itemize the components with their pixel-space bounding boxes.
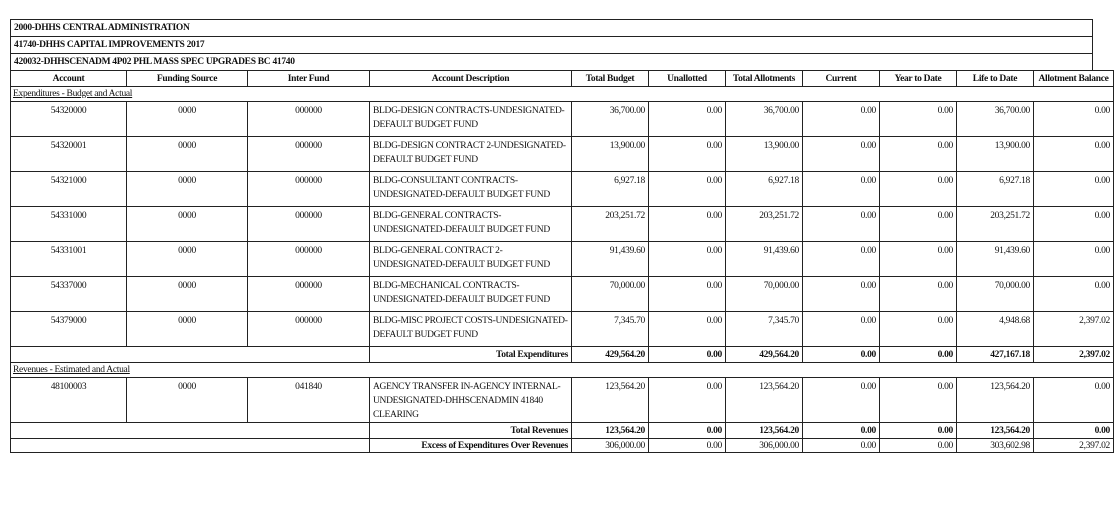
amount-cell: 0.00 [880,172,957,207]
funding-source-cell: 0000 [127,277,248,312]
amount-cell: 91,439.60 [726,242,803,277]
section-label: Revenues - Estimated and Actual [11,363,572,378]
total-row [11,423,1114,439]
amount-cell: 4,948.68 [957,312,1034,347]
funding-source-cell: 0000 [127,207,248,242]
total-amount-cell: 2,397.02 [1034,347,1114,363]
table-row [11,207,1114,242]
amount-cell: 2,397.02 [1034,312,1114,347]
description-cell: BLDG-GENERAL CONTRACT 2-UNDESIGNATED-DEFAULT BUDGET FUND [370,242,572,277]
amount-cell: 0.00 [1034,207,1114,242]
section-label: Expenditures - Budget and Actual [11,87,572,102]
amount-cell: 0.00 [649,207,726,242]
amount-cell: 203,251.72 [957,207,1034,242]
amount-cell: 6,927.18 [957,172,1034,207]
account-cell: 54331001 [11,242,127,277]
budget-table [10,70,1114,453]
total-amount-cell: 303,602.98 [957,439,1034,453]
amount-cell: 70,000.00 [572,277,649,312]
total-amount-cell: 0.00 [1034,423,1114,439]
budget-report [10,19,1110,453]
funding-source-cell: 0000 [127,137,248,172]
amount-cell: 0.00 [1034,277,1114,312]
total-amount-cell: 123,564.20 [726,423,803,439]
section-spacer [572,363,1114,378]
col-header: Inter Fund [248,71,370,87]
account-cell: 48100003 [11,378,127,423]
amount-cell: 123,564.20 [957,378,1034,423]
amount-cell: 0.00 [803,207,880,242]
description-cell: BLDG-CONSULTANT CONTRACTS-UNDESIGNATED-DEFAULT BUDGET FUND [370,172,572,207]
total-amount-cell: 0.00 [880,439,957,453]
amount-cell: 0.00 [880,277,957,312]
description-cell: BLDG-GENERAL CONTRACTS-UNDESIGNATED-DEFAULT BUDGET FUND [370,207,572,242]
table-row [11,312,1114,347]
total-amount-cell: 0.00 [649,423,726,439]
account-cell: 54331000 [11,207,127,242]
col-header: Total Budget [572,71,649,87]
amount-cell: 36,700.00 [957,102,1034,137]
amount-cell: 0.00 [649,102,726,137]
amount-cell: 0.00 [1034,172,1114,207]
amount-cell: 0.00 [649,312,726,347]
description-cell: BLDG-DESIGN CONTRACTS-UNDESIGNATED-DEFAULT BUDGET FUND [370,102,572,137]
amount-cell: 0.00 [880,378,957,423]
table-row [11,277,1114,312]
amount-cell: 0.00 [649,242,726,277]
amount-cell: 0.00 [803,102,880,137]
section-header-row [11,363,1114,378]
description-cell: AGENCY TRANSFER IN-AGENCY INTERNAL-UNDESIGNATED-DHHSCENADMIN 41840 CLEARING [370,378,572,423]
amount-cell: 0.00 [1034,137,1114,172]
inter-fund-cell: 000000 [248,172,370,207]
col-header: Unallotted [649,71,726,87]
total-row [11,439,1114,453]
col-header: Total Allotments [726,71,803,87]
amount-cell: 36,700.00 [572,102,649,137]
total-amount-cell: 0.00 [649,439,726,453]
col-header: Life to Date [957,71,1034,87]
amount-cell: 0.00 [880,242,957,277]
inter-fund-cell: 000000 [248,242,370,277]
amount-cell: 6,927.18 [726,172,803,207]
table-row [11,378,1114,423]
amount-cell: 123,564.20 [726,378,803,423]
amount-cell: 0.00 [803,242,880,277]
amount-cell: 0.00 [880,207,957,242]
total-amount-cell: 0.00 [803,439,880,453]
total-amount-cell: 0.00 [649,347,726,363]
account-cell: 54320000 [11,102,127,137]
total-amount-cell: 306,000.00 [572,439,649,453]
amount-cell: 0.00 [649,172,726,207]
funding-source-cell: 0000 [127,102,248,137]
amount-cell: 6,927.18 [572,172,649,207]
col-header: Current [803,71,880,87]
account-cell: 54320001 [11,137,127,172]
total-spacer [11,347,370,363]
fund-title: 41740-DHHS CAPITAL IMPROVEMENTS 2017 [10,36,1093,53]
amount-cell: 91,439.60 [572,242,649,277]
funding-source-cell: 0000 [127,312,248,347]
account-cell: 54379000 [11,312,127,347]
total-amount-cell: 0.00 [880,347,957,363]
department-title: 2000-DHHS CENTRAL ADMINISTRATION [10,19,1093,36]
table-row [11,137,1114,172]
description-cell: BLDG-MISC PROJECT COSTS-UNDESIGNATED-DEFAULT BUDGET FUND [370,312,572,347]
amount-cell: 0.00 [1034,378,1114,423]
total-amount-cell: 429,564.20 [726,347,803,363]
amount-cell: 7,345.70 [572,312,649,347]
amount-cell: 13,900.00 [726,137,803,172]
amount-cell: 13,900.00 [957,137,1034,172]
section-spacer [572,87,1114,102]
amount-cell: 0.00 [803,312,880,347]
funding-source-cell: 0000 [127,242,248,277]
project-title: 420032-DHHSCENADM 4P02 PHL MASS SPEC UPGRADES BC 41740 [10,53,1093,70]
amount-cell: 123,564.20 [572,378,649,423]
account-cell: 54337000 [11,277,127,312]
total-spacer [11,423,370,439]
inter-fund-cell: 000000 [248,102,370,137]
total-amount-cell: 427,167.18 [957,347,1034,363]
total-label: Total Expenditures [370,347,572,363]
total-spacer [11,439,370,453]
funding-source-cell: 0000 [127,378,248,423]
amount-cell: 0.00 [649,137,726,172]
inter-fund-cell: 000000 [248,277,370,312]
amount-cell: 0.00 [1034,242,1114,277]
total-amount-cell: 123,564.20 [572,423,649,439]
funding-source-cell: 0000 [127,172,248,207]
column-header-row [11,71,1114,87]
section-header-row [11,87,1114,102]
amount-cell: 36,700.00 [726,102,803,137]
amount-cell: 13,900.00 [572,137,649,172]
total-label: Excess of Expenditures Over Revenues [370,439,572,453]
amount-cell: 7,345.70 [726,312,803,347]
col-header: Year to Date [880,71,957,87]
table-row [11,242,1114,277]
col-header: Allotment Balance [1034,71,1114,87]
description-cell: BLDG-DESIGN CONTRACT 2-UNDESIGNATED-DEFAULT BUDGET FUND [370,137,572,172]
amount-cell: 0.00 [880,312,957,347]
total-row [11,347,1114,363]
amount-cell: 70,000.00 [726,277,803,312]
total-amount-cell: 2,397.02 [1034,439,1114,453]
amount-cell: 0.00 [1034,102,1114,137]
amount-cell: 70,000.00 [957,277,1034,312]
total-amount-cell: 306,000.00 [726,439,803,453]
table-row [11,172,1114,207]
inter-fund-cell: 041840 [248,378,370,423]
amount-cell: 0.00 [803,137,880,172]
amount-cell: 0.00 [880,137,957,172]
table-row [11,102,1114,137]
total-amount-cell: 0.00 [803,423,880,439]
total-amount-cell: 429,564.20 [572,347,649,363]
amount-cell: 91,439.60 [957,242,1034,277]
amount-cell: 0.00 [803,172,880,207]
col-header: Account [11,71,127,87]
amount-cell: 203,251.72 [726,207,803,242]
inter-fund-cell: 000000 [248,137,370,172]
total-amount-cell: 0.00 [803,347,880,363]
amount-cell: 0.00 [649,277,726,312]
amount-cell: 0.00 [649,378,726,423]
inter-fund-cell: 000000 [248,312,370,347]
total-amount-cell: 123,564.20 [957,423,1034,439]
amount-cell: 0.00 [803,277,880,312]
total-amount-cell: 0.00 [880,423,957,439]
amount-cell: 203,251.72 [572,207,649,242]
description-cell: BLDG-MECHANICAL CONTRACTS-UNDESIGNATED-DEFAULT BUDGET FUND [370,277,572,312]
amount-cell: 0.00 [880,102,957,137]
account-cell: 54321000 [11,172,127,207]
col-header: Funding Source [127,71,248,87]
amount-cell: 0.00 [803,378,880,423]
inter-fund-cell: 000000 [248,207,370,242]
total-label: Total Revenues [370,423,572,439]
col-header: Account Description [370,71,572,87]
